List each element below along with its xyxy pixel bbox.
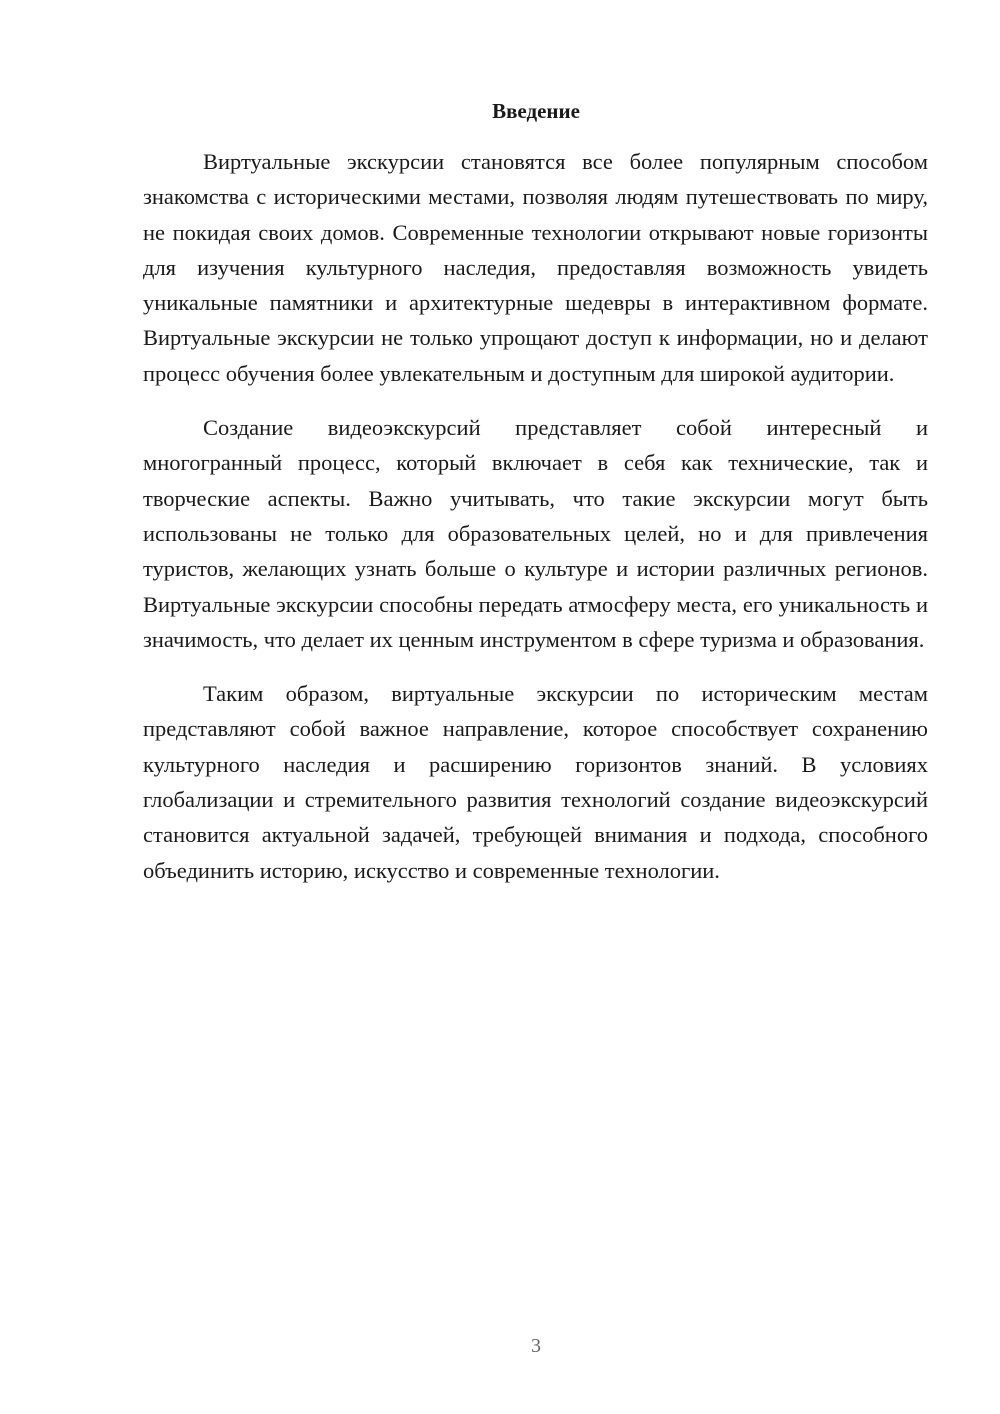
page-number: 3	[531, 1335, 541, 1357]
section-title: Введение	[492, 99, 580, 123]
body-text	[143, 144, 928, 907]
paragraph-2: Создание видеоэкскурсий представляет собой интересный и многогранный процесс, который включает в себя как технические, так и творческие аспекты. Важно учитывать, что такие экскурсии могут быть использованы не только для образовательных целей, но и для привлечения туристов, желающих узнать больше о культуре и истории различных регионов. Виртуальные экскурсии способны передать атмосферу места, его уникальность и значимость, что делает их ценным инструментом в сфере туризма и образования.	[143, 415, 928, 652]
paragraph-1: Виртуальные экскурсии становятся все более популярным способом знакомства с историческими местами, позволяя людям путешествовать по миру, не покидая своих домов. Современные технологии открывают новые горизонты для изучения культурного наследия, предоставляя возможность увидеть уникальные памятники и архитектурные шедевры в интерактивном формате. Виртуальные экскурсии не только упрощают доступ к информации, но и делают процесс обучения более увлекательным и доступным для широкой аудитории.	[143, 149, 928, 386]
paragraph-3: Таким образом, виртуальные экскурсии по историческим местам представляют собой важное направление, которое способствует сохранению культурного наследия и расширению горизонтов знаний. В условиях глобализации и стремительного развития технологий создание видеоэкскурсий становится актуальной задачей, требующей внимания и подхода, способного объединить историю, искусство и современные технологии.	[143, 681, 928, 883]
